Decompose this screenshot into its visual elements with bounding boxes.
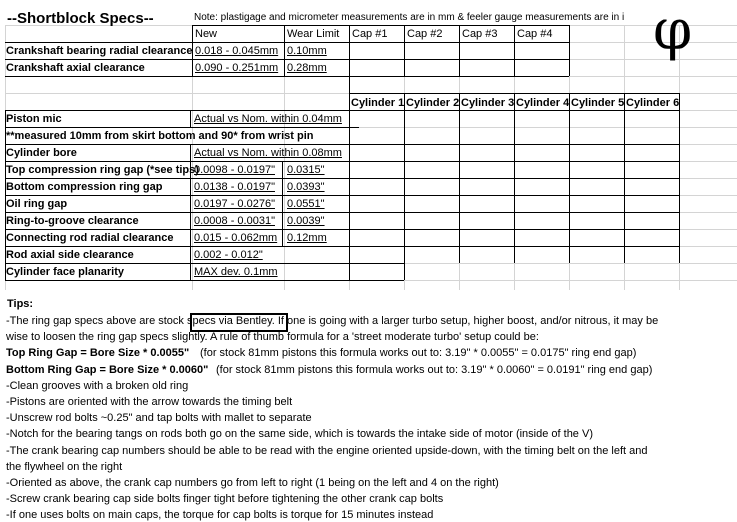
- tip-line: wise to loosen the ring gap specs slightly. A rule of thumb formula for a 'street moderate turbo' setup could be:: [6, 331, 539, 344]
- cylinder-col-header: Cylinder 1: [351, 97, 405, 109]
- cell-border: [514, 25, 515, 76]
- cell-border: [5, 161, 679, 162]
- cell-border: [569, 25, 570, 76]
- active-cell-cursor[interactable]: [190, 313, 288, 332]
- cell-border: [190, 110, 191, 127]
- spec-value: 0.0138 - 0.0197": [194, 181, 275, 193]
- bearing-col-header: Cap #2: [407, 28, 443, 40]
- cell-border: [5, 110, 6, 280]
- spec-row-label: Oil ring gap: [6, 198, 68, 210]
- spec-value: MAX dev. 0.1mm: [194, 266, 278, 278]
- spec-value: 0.0098 - 0.0197": [194, 164, 275, 176]
- spec-row-label: Rod axial side clearance: [6, 249, 134, 261]
- cell-border: [5, 144, 679, 145]
- bearing-wear-value: 0.10mm: [287, 45, 327, 57]
- tip-formula-example: (for stock 81mm pistons this formula works out to: 3.19" * 0.0055" = 0.0175" ring end gap): [200, 347, 637, 360]
- tip-line: Top Ring Gap = Bore Size * 0.0055": [6, 347, 190, 360]
- tip-line: -Pistons are oriented with the arrow towards the timing belt: [6, 396, 293, 408]
- bearing-new-value: 0.090 - 0.251mm: [195, 62, 279, 74]
- cell-border: [404, 110, 405, 280]
- tip-line: the flywheel on the right: [6, 460, 123, 473]
- tip-line: -The crank bearing cap numbers should be able to be read with the engine oriented upside-down, with the timing belt on the left and: [6, 444, 648, 457]
- cell-border: [5, 229, 679, 230]
- units-note: Note: plastigage and micrometer measurements are in mm & feeler gauge measurements are in i: [194, 12, 625, 23]
- cell-border: [514, 93, 515, 110]
- cell-border: [5, 178, 679, 179]
- cylinder-col-header: Cylinder 3: [461, 97, 515, 109]
- cell-border: [284, 25, 285, 76]
- spec-value: 0.015 - 0.062mm: [194, 232, 278, 244]
- tip-formula-example: (for stock 81mm pistons this formula works out to: 3.19" * 0.0060" = 0.0191" ring end gap): [216, 363, 653, 376]
- tip-line: -Clean grooves with a broken old ring: [6, 379, 189, 392]
- spec-row-label: **measured 10mm from skirt bottom and 90* from wrist pin: [6, 130, 314, 142]
- cell-border: [569, 93, 570, 110]
- cell-border: [192, 25, 569, 26]
- cell-border: [679, 93, 680, 110]
- bearing-col-header: New: [195, 28, 218, 40]
- tip-line: -Notch for the bearing tangs on rods both go on the same side, which is towards the intake side of motor (inside of the V): [6, 428, 593, 441]
- cell-border: [514, 110, 515, 263]
- cell-border: [5, 246, 679, 247]
- spec-row-label: Cylinder face planarity: [6, 266, 124, 278]
- spec-value: Actual vs Nom. within 0.08mm: [194, 147, 342, 159]
- bearing-col-header: Cap #4: [517, 28, 553, 40]
- spec-row-label: Cylinder bore: [6, 147, 77, 159]
- spec-row-label: Ring-to-groove clearance: [6, 215, 139, 227]
- spec-row-label: Connecting rod radial clearance: [6, 232, 174, 244]
- cell-border: [192, 25, 193, 76]
- cylinder-col-header: Cylinder 6: [626, 97, 680, 109]
- cell-border: [459, 110, 460, 263]
- spec-row-label: Top compression ring gap (*see tips): [6, 164, 199, 176]
- cell-border: [404, 93, 405, 110]
- cell-border: [5, 59, 569, 60]
- spec-value: 0.0008 - 0.0031": [194, 215, 275, 227]
- cell-border: [624, 110, 625, 263]
- cell-border: [349, 110, 350, 127]
- cell-border: [5, 76, 569, 77]
- cylinder-col-header: Cylinder 4: [516, 97, 570, 109]
- cell-border: [5, 195, 679, 196]
- cell-border: [459, 25, 460, 76]
- bearing-row-label: Crankshaft axial clearance: [6, 62, 145, 74]
- cell-border: [404, 25, 405, 76]
- wear-limit-value: 0.0039": [287, 215, 325, 227]
- spec-value: 0.002 - 0.012": [194, 249, 263, 261]
- tips-heading: Tips:: [7, 298, 34, 310]
- tip-line: -If one uses bolts on main caps, the torque for cap bolts is torque for 15 minutes instead: [6, 509, 434, 522]
- bearing-row-label: Crankshaft bearing radial clearance: [6, 45, 193, 57]
- phi-logo: φ: [653, 0, 693, 63]
- cell-border: [5, 110, 679, 111]
- cell-border: [679, 110, 680, 263]
- wear-limit-value: 0.0315": [287, 164, 325, 176]
- tip-line: -Unscrew rod bolts ~0.25" and tap bolts with mallet to separate: [6, 412, 312, 425]
- bearing-new-value: 0.018 - 0.045mm: [195, 45, 279, 57]
- tip-line: -The ring gap specs above are stock specs via Bentley. If one is going with a larger turbo setup, higher boost, and/or nitrous, it may be: [6, 315, 659, 327]
- spec-row-label: Bottom compression ring gap: [6, 181, 163, 193]
- wear-limit-value: 0.0551": [287, 198, 325, 210]
- cell-border: [624, 93, 625, 110]
- cell-border: [5, 127, 359, 128]
- cell-border: [5, 212, 679, 213]
- cell-border: [349, 93, 350, 110]
- tip-line: Bottom Ring Gap = Bore Size * 0.0060": [6, 363, 209, 376]
- tip-line: -Oriented as above, the crank cap numbers go from left to right (1 being on the left and 4 on the right): [6, 477, 499, 489]
- spec-value: Actual vs Nom. within 0.04mm: [194, 113, 342, 125]
- cell-border: [5, 280, 404, 281]
- cell-border: [5, 42, 569, 43]
- wear-limit-value: 0.12mm: [287, 232, 327, 244]
- cell-border: [5, 263, 404, 264]
- cylinder-col-header: Cylinder 2: [406, 97, 460, 109]
- spec-row-label: Piston mic: [6, 113, 62, 125]
- cell-border: [569, 110, 570, 263]
- cell-border: [282, 161, 283, 246]
- tip-line: -Screw crank bearing cap side bolts finger tight before tightening the other crank cap bolts: [6, 493, 444, 506]
- sheet-title: --Shortblock Specs--: [7, 10, 154, 27]
- cell-border: [459, 93, 460, 110]
- wear-limit-value: 0.0393": [287, 181, 325, 193]
- cylinder-col-header: Cylinder 5: [571, 97, 625, 109]
- cell-border: [349, 127, 350, 280]
- cell-border: [349, 25, 350, 93]
- spec-value: 0.0197 - 0.0276": [194, 198, 275, 210]
- bearing-col-header: Wear Limit: [287, 28, 340, 40]
- bearing-wear-value: 0.28mm: [287, 62, 327, 74]
- bearing-col-header: Cap #3: [462, 28, 498, 40]
- bearing-col-header: Cap #1: [352, 28, 388, 40]
- cell-border: [190, 144, 191, 280]
